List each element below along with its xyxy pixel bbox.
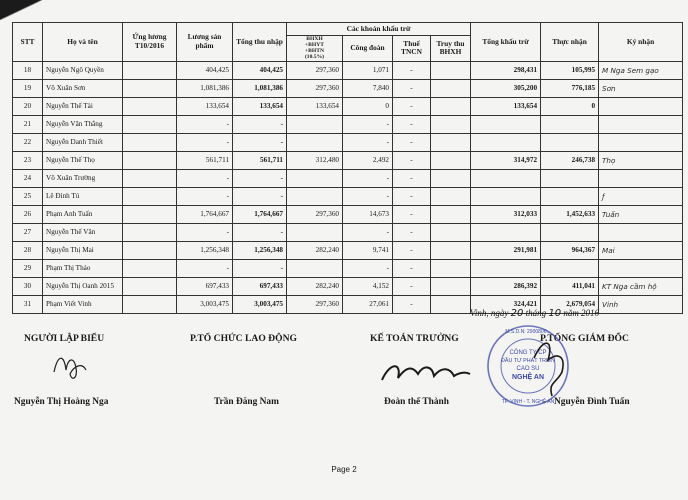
date-year: năm 2016: [563, 308, 600, 318]
row-net-pay: 105,995: [541, 61, 599, 79]
chief-accountant-name: Đoàn thế Thành: [384, 397, 449, 407]
row-name: Phạm Anh Tuấn: [43, 205, 123, 223]
row-signature: [599, 259, 683, 277]
row-total-income: 133,654: [233, 97, 287, 115]
row-total-deduction: 312,033: [471, 205, 541, 223]
row-insurance: 312,480: [287, 151, 343, 169]
row-total-deduction: 324,421: [471, 295, 541, 313]
row-si-recovery: [431, 277, 471, 295]
row-name: Nguyễn Thế Văn: [43, 223, 123, 241]
row-si-recovery: [431, 205, 471, 223]
header-product-salary: Lương sản phẩm: [177, 23, 233, 62]
row-name: Phạm Viết Vinh: [43, 295, 123, 313]
row-net-pay: 964,367: [541, 241, 599, 259]
row-total-income: -: [233, 169, 287, 187]
row-net-pay: [541, 133, 599, 151]
row-advance: [123, 115, 177, 133]
row-insurance: [287, 187, 343, 205]
row-net-pay: [541, 115, 599, 133]
row-advance: [123, 205, 177, 223]
table-row: [13, 277, 683, 295]
row-insurance: 297,360: [287, 79, 343, 97]
header-si-recovery: Truy thu BHXH: [431, 36, 471, 62]
row-union-fee: 7,840: [343, 79, 393, 97]
row-pit: -: [393, 133, 431, 151]
row-advance: [123, 169, 177, 187]
row-total-deduction: [471, 169, 541, 187]
row-advance: [123, 97, 177, 115]
row-net-pay: 0: [541, 97, 599, 115]
row-pit: -: [393, 295, 431, 313]
row-name: Võ Xuân Sơn: [43, 79, 123, 97]
header-insurance-line: BHXH: [306, 36, 323, 42]
row-si-recovery: [431, 223, 471, 241]
row-net-pay: 776,185: [541, 79, 599, 97]
row-signature: [599, 97, 683, 115]
row-product-salary: 561,711: [177, 151, 233, 169]
table-row: [13, 79, 683, 97]
row-total-income: -: [233, 259, 287, 277]
stamp-line: CÔNG TY CP: [509, 350, 547, 356]
row-insurance: [287, 223, 343, 241]
row-product-salary: -: [177, 187, 233, 205]
row-union-fee: 2,492: [343, 151, 393, 169]
row-union-fee: 1,071: [343, 61, 393, 79]
row-signature: Sơn: [599, 79, 683, 97]
row-insurance: 282,240: [287, 241, 343, 259]
header-sign: Ký nhận: [599, 23, 683, 62]
row-total-deduction: 305,200: [471, 79, 541, 97]
header-insurance: [287, 36, 343, 62]
row-product-salary: 1,081,386: [177, 79, 233, 97]
stamp-city-text: TP. VINH - T. NGHỆ AN: [501, 399, 555, 405]
row-stt: 21: [13, 115, 43, 133]
row-net-pay: [541, 169, 599, 187]
row-stt: 23: [13, 151, 43, 169]
row-signature: [599, 133, 683, 151]
row-product-salary: 1,256,348: [177, 241, 233, 259]
row-pit: -: [393, 187, 431, 205]
payroll-rows: [13, 61, 683, 313]
row-union-fee: -: [343, 187, 393, 205]
row-si-recovery: [431, 115, 471, 133]
row-pit: -: [393, 61, 431, 79]
row-signature: ƒ: [599, 187, 683, 205]
row-union-fee: 9,741: [343, 241, 393, 259]
row-total-income: -: [233, 133, 287, 151]
row-si-recovery: [431, 241, 471, 259]
scan-corner: [0, 0, 42, 20]
row-name: Lê Đình Tú: [43, 187, 123, 205]
header-advance: Ứng lương T10/2016: [123, 23, 177, 62]
row-stt: 24: [13, 169, 43, 187]
table-row: [13, 223, 683, 241]
row-signature: [599, 115, 683, 133]
stamp-line: ĐẦU TƯ PHÁT TRIỂN: [500, 358, 556, 364]
row-name: Phạm Thị Thảo: [43, 259, 123, 277]
row-name: Nguyễn Thế Thọ: [43, 151, 123, 169]
table-row: [13, 115, 683, 133]
row-union-fee: 4,152: [343, 277, 393, 295]
row-insurance: [287, 169, 343, 187]
row-stt: 30: [13, 277, 43, 295]
header-insurance-line: (10.5%): [304, 54, 325, 61]
header-name: Họ và tên: [43, 23, 123, 62]
preparer-signature-scrawl: [50, 348, 90, 384]
row-advance: [123, 277, 177, 295]
row-signature: Thọ: [599, 151, 683, 169]
row-name: Võ Xuân Trường: [43, 169, 123, 187]
row-product-salary: 404,425: [177, 61, 233, 79]
row-product-salary: -: [177, 223, 233, 241]
director-role: P.TỔNG GIÁM ĐỐC: [540, 333, 629, 344]
row-total-deduction: [471, 259, 541, 277]
row-name: Nguyễn Thị Oanh 2015: [43, 277, 123, 295]
row-si-recovery: [431, 259, 471, 277]
union-rep-role: P.TỔ CHỨC LAO ĐỘNG: [190, 333, 297, 344]
header-net: Thực nhận: [541, 23, 599, 62]
row-total-deduction: 286,392: [471, 277, 541, 295]
table-row: [13, 259, 683, 277]
row-net-pay: 1,452,633: [541, 205, 599, 223]
table-row: [13, 151, 683, 169]
row-union-fee: -: [343, 169, 393, 187]
accountant-signature-scrawl: [378, 354, 472, 388]
row-product-salary: 697,433: [177, 277, 233, 295]
header-insurance-line: +BHTN: [304, 48, 325, 55]
payroll-table: [12, 22, 683, 314]
row-product-salary: 1,764,667: [177, 205, 233, 223]
row-product-salary: 3,003,475: [177, 295, 233, 313]
row-total-income: 697,433: [233, 277, 287, 295]
row-advance: [123, 151, 177, 169]
row-name: Nguyễn Ngô Quyền: [43, 61, 123, 79]
row-name: Nguyễn Thế Tài: [43, 97, 123, 115]
row-pit: -: [393, 205, 431, 223]
row-stt: 26: [13, 205, 43, 223]
row-total-income: 3,003,475: [233, 295, 287, 313]
company-stamp: [478, 322, 578, 408]
stamp-line: NGHỆ AN: [511, 374, 545, 381]
row-union-fee: -: [343, 133, 393, 151]
row-union-fee: 0: [343, 97, 393, 115]
row-pit: -: [393, 259, 431, 277]
row-stt: 19: [13, 79, 43, 97]
row-pit: -: [393, 277, 431, 295]
row-stt: 22: [13, 133, 43, 151]
row-signature: Vinh: [599, 295, 683, 313]
row-si-recovery: [431, 151, 471, 169]
row-union-fee: 14,673: [343, 205, 393, 223]
row-stt: 31: [13, 295, 43, 313]
header-union: Công đoàn: [343, 36, 393, 62]
row-signature: KT Nga cầm hộ: [599, 277, 683, 295]
row-total-income: -: [233, 187, 287, 205]
row-advance: [123, 133, 177, 151]
row-si-recovery: [431, 169, 471, 187]
row-insurance: 297,360: [287, 205, 343, 223]
union-rep-name: Trần Đăng Nam: [214, 397, 279, 407]
table-row: [13, 61, 683, 79]
row-signature: [599, 169, 683, 187]
row-si-recovery: [431, 133, 471, 151]
header-pit: Thuế TNCN: [393, 36, 431, 62]
row-insurance: [287, 259, 343, 277]
row-pit: -: [393, 151, 431, 169]
row-stt: 27: [13, 223, 43, 241]
page-number: Page 2: [331, 465, 357, 474]
stamp-outer-text: M.S.D.N: 2900806...: [505, 329, 551, 335]
row-signature: [599, 223, 683, 241]
header-stt: STT: [13, 23, 43, 62]
row-name: Nguyễn Văn Thắng: [43, 115, 123, 133]
row-net-pay: [541, 223, 599, 241]
row-product-salary: -: [177, 259, 233, 277]
row-si-recovery: [431, 97, 471, 115]
row-pit: -: [393, 115, 431, 133]
table-row: [13, 187, 683, 205]
row-total-deduction: [471, 115, 541, 133]
row-insurance: [287, 115, 343, 133]
row-signature: Mai: [599, 241, 683, 259]
row-total-income: 1,764,667: [233, 205, 287, 223]
row-product-salary: -: [177, 133, 233, 151]
row-signature: M Nga Sem gạo: [599, 61, 683, 79]
table-row: [13, 241, 683, 259]
row-union-fee: -: [343, 259, 393, 277]
header-total-income: Tổng thu nhập: [233, 23, 287, 62]
row-insurance: 282,240: [287, 277, 343, 295]
row-total-deduction: 298,431: [471, 61, 541, 79]
row-name: Nguyễn Thị Mai: [43, 241, 123, 259]
date-line: [470, 308, 599, 319]
row-total-income: -: [233, 115, 287, 133]
row-stt: 20: [13, 97, 43, 115]
row-advance: [123, 79, 177, 97]
row-name: Nguyễn Danh Thiết: [43, 133, 123, 151]
row-union-fee: -: [343, 223, 393, 241]
row-total-deduction: [471, 187, 541, 205]
row-insurance: 133,654: [287, 97, 343, 115]
date-day: 20: [510, 308, 524, 319]
row-total-deduction: 133,654: [471, 97, 541, 115]
row-si-recovery: [431, 187, 471, 205]
row-pit: -: [393, 241, 431, 259]
row-net-pay: 411,041: [541, 277, 599, 295]
row-net-pay: 2,679,054: [541, 295, 599, 313]
table-row: [13, 169, 683, 187]
row-total-deduction: 291,981: [471, 241, 541, 259]
row-advance: [123, 61, 177, 79]
row-product-salary: 133,654: [177, 97, 233, 115]
row-stt: 25: [13, 187, 43, 205]
row-stt: 18: [13, 61, 43, 79]
row-si-recovery: [431, 79, 471, 97]
row-total-deduction: [471, 223, 541, 241]
row-signature: Tuấn: [599, 205, 683, 223]
row-si-recovery: [431, 61, 471, 79]
row-insurance: 297,360: [287, 295, 343, 313]
row-total-income: 1,256,348: [233, 241, 287, 259]
header-insurance-line: +BHYT: [304, 42, 325, 49]
row-pit: -: [393, 169, 431, 187]
chief-accountant-role: KẾ TOÁN TRƯỞNG: [370, 333, 459, 344]
row-pit: -: [393, 223, 431, 241]
row-pit: -: [393, 79, 431, 97]
row-total-income: -: [233, 223, 287, 241]
table-row: [13, 205, 683, 223]
director-name: Nguyễn Đình Tuấn: [554, 397, 630, 407]
header-total-deduction: Tổng khấu trừ: [471, 23, 541, 62]
row-total-income: 561,711: [233, 151, 287, 169]
row-insurance: 297,360: [287, 61, 343, 79]
row-total-income: 1,081,386: [233, 79, 287, 97]
row-net-pay: [541, 187, 599, 205]
preparer-role: NGƯỜI LẬP BIỂU: [24, 333, 105, 344]
date-month-label: tháng: [525, 308, 547, 318]
row-net-pay: 246,738: [541, 151, 599, 169]
header-deductions-group: Các khoản khấu trừ: [287, 23, 471, 36]
row-stt: 28: [13, 241, 43, 259]
row-advance: [123, 187, 177, 205]
row-net-pay: [541, 259, 599, 277]
row-advance: [123, 241, 177, 259]
date-month: 10: [548, 308, 562, 319]
row-union-fee: -: [343, 115, 393, 133]
date-prefix: Vinh, ngày: [470, 308, 509, 318]
row-stt: 29: [13, 259, 43, 277]
table-row: [13, 97, 683, 115]
row-total-income: 404,425: [233, 61, 287, 79]
row-advance: [123, 259, 177, 277]
row-advance: [123, 223, 177, 241]
row-total-deduction: [471, 133, 541, 151]
stamp-line: CAO SU: [516, 366, 540, 372]
row-union-fee: 27,061: [343, 295, 393, 313]
preparer-name: Nguyễn Thị Hoàng Nga: [14, 397, 109, 407]
table-row: [13, 133, 683, 151]
row-product-salary: -: [177, 115, 233, 133]
row-pit: -: [393, 97, 431, 115]
row-total-deduction: 314,972: [471, 151, 541, 169]
row-product-salary: -: [177, 169, 233, 187]
row-insurance: [287, 133, 343, 151]
